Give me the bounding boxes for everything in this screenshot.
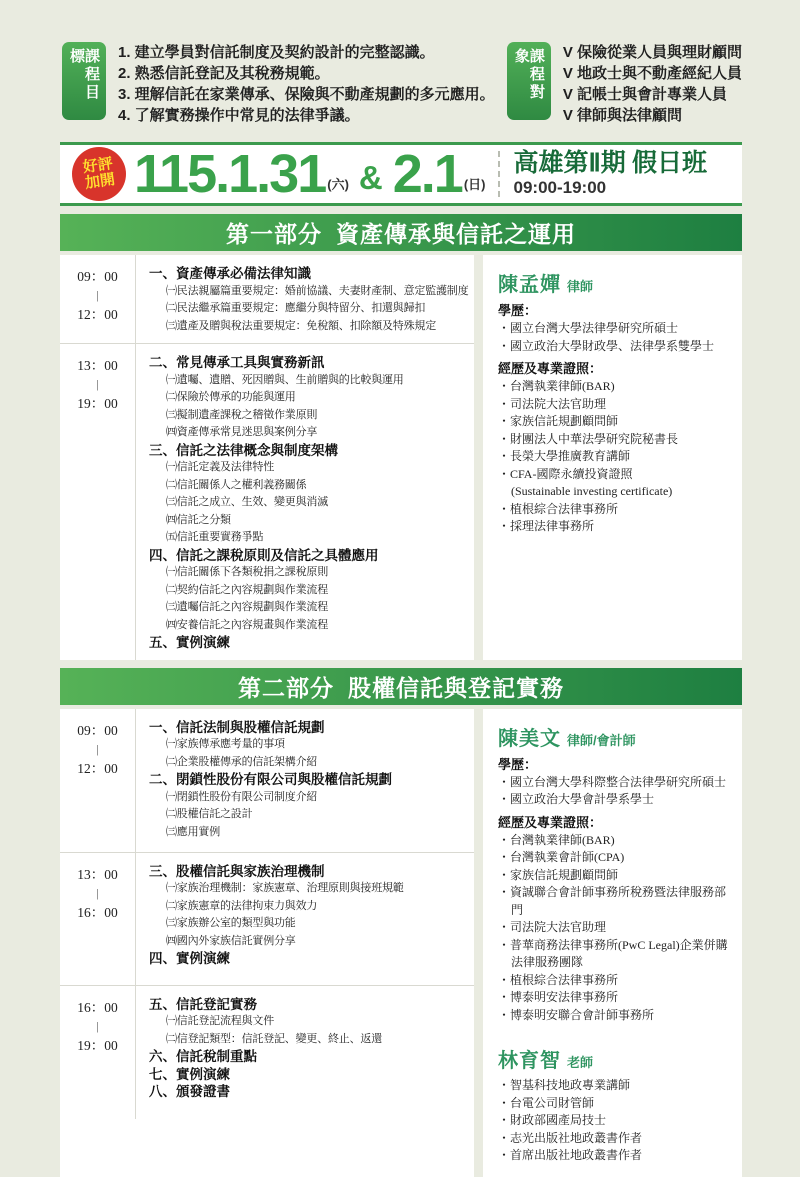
- agenda-subitem: ㈡家族憲章的法律拘束力與效力: [166, 899, 318, 912]
- agenda-heading: 一、信託法制與股權信託規劃: [149, 719, 325, 735]
- credential-section-label: 學歷：: [498, 303, 538, 318]
- time-text: 19：00: [77, 396, 118, 411]
- credential-item: ・財政部國產局技士: [498, 1113, 607, 1127]
- course-audience-label: 課程對象: [507, 42, 551, 120]
- time-text: |: [96, 741, 99, 756]
- course-goal-item: 3. 理解信託在家業傳承、保險與不動產規劃的多元應用。: [118, 86, 495, 103]
- course-goal-item: 1. 建立學員對信託制度及契約設計的完整認識。: [118, 44, 435, 61]
- credential-item: ・CFA-國際永續投資證照: [498, 466, 633, 481]
- badge-line-1: 好評: [81, 155, 114, 177]
- course-date-primary-weekday: (六): [327, 177, 349, 192]
- course-date-secondary: 2.1: [392, 144, 462, 204]
- agenda-subitem: ㈠信託關係下各類稅捐之課稅原則: [166, 566, 328, 578]
- credential-item: ・長榮大學推廣教育講師: [498, 449, 631, 463]
- schedule-row: [60, 709, 474, 853]
- credential-item: ・台灣執業律師(BAR): [498, 832, 615, 847]
- credential-item: ・植根綜合法律事務所: [498, 972, 619, 987]
- course-info-header: [0, 0, 800, 126]
- agenda-subitem: ㈠民法親屬篇重要規定：婚前協議、夫妻財產制、意定監護制度: [166, 284, 469, 297]
- lecturer-name-row: [498, 268, 730, 297]
- credential-item: ・智基科技地政專業講師: [498, 1078, 631, 1092]
- section-1-schedule-card: [60, 255, 474, 660]
- time-text: 12：00: [77, 307, 118, 322]
- agenda-subitem: ㈠閉鎖性股份有限公司制度介紹: [166, 790, 318, 803]
- time-text: 13：00: [77, 358, 118, 373]
- lecturer-profile: [498, 1044, 730, 1165]
- credential-item: ・國立政治大學財政學、法律學系雙學士: [498, 338, 715, 353]
- section-1-lecturer-card: [483, 255, 742, 660]
- credential-section-label: 經歷及專業證照：: [498, 361, 603, 376]
- time-text: 16：00: [77, 999, 118, 1015]
- time-range: [60, 853, 136, 985]
- time-range: [60, 709, 136, 852]
- agenda-subitem: ㈣信託之分類: [166, 513, 231, 526]
- credential-item: ・採理法律事務所: [498, 519, 595, 533]
- agenda-subitem: ㈠信託定義及法律特性: [166, 461, 274, 473]
- credential-section-label: 經歷及專業證照：: [498, 814, 603, 830]
- credential-item: ・志光出版社地政叢書作者: [498, 1130, 643, 1145]
- section-2-header: [60, 668, 742, 705]
- credential-item: ・司法院大法官助理: [498, 920, 607, 934]
- agenda-subitem: ㈠信託登記流程與文件: [166, 1015, 274, 1027]
- section-2-lecturer-card: [483, 709, 742, 1177]
- time-range: [60, 344, 136, 660]
- popular-badge-text: [82, 156, 116, 192]
- agenda-subitem: ㈡民法繼承篇重要規定：應繼分與特留分、扣還與歸扣: [166, 302, 426, 314]
- agenda-heading: 一、資產傳承必備法律知識: [149, 266, 311, 281]
- credential-item: ・家族信託規劃顧問師: [498, 867, 619, 882]
- time-text: |: [96, 1018, 99, 1033]
- course-audience-item: V 律師與法律顧問: [562, 107, 682, 124]
- course-date-secondary-weekday: (日): [463, 177, 486, 192]
- agenda-subitem: ㈢遺囑信託之內容規劃與作業流程: [166, 601, 328, 613]
- agenda-subitem: ㈣資產傳承常見迷思與案例分享: [166, 426, 318, 438]
- ampersand: &: [358, 159, 383, 196]
- banner-divider: [498, 151, 500, 197]
- credential-item: ・資誠聯合會計師事務所稅務暨法律服務部門: [498, 885, 727, 917]
- agenda-subitem: ㈠家族治理機制：家族憲章、治理原則與接班規範: [166, 882, 404, 894]
- lecturer-name-row: [498, 722, 730, 751]
- course-goal-item: 2. 熟悉信託登記及其稅務規範。: [118, 65, 330, 82]
- credential-item: ・植根綜合法律事務所: [498, 501, 619, 516]
- agenda-subitem: ㈡保險於傳承的功能與運用: [166, 391, 296, 403]
- agenda-subitem: ㈢應用實例: [166, 825, 220, 838]
- schedule-items: [136, 255, 474, 343]
- agenda-heading: 四、實例演練: [149, 951, 230, 966]
- agenda-subitem: ㈠遺囑、遺贈、死因贈與、生前贈與的比較與運用: [166, 373, 404, 386]
- badge-line-2: 加開: [83, 170, 117, 192]
- agenda-heading: 五、實例演練: [149, 635, 230, 650]
- agenda-heading: 二、閉鎖性股份有限公司與股權信託規劃: [149, 772, 392, 787]
- time-range: [60, 255, 136, 343]
- credential-item: ・台電公司財管師: [498, 1095, 595, 1110]
- lecturer-title: 老師: [567, 1055, 594, 1070]
- agenda-subitem: ㈤信託重要實務爭點: [166, 531, 264, 543]
- popular-badge: [72, 147, 126, 201]
- time-range: [60, 986, 136, 1119]
- agenda-subitem: ㈡信託關係人之權利義務關係: [166, 478, 307, 491]
- course-audience-list: [563, 42, 742, 126]
- agenda-heading: 八、頒發證書: [149, 1084, 230, 1099]
- schedule-row: [60, 344, 474, 660]
- schedule-items: [136, 986, 474, 1119]
- time-text: 13：00: [77, 866, 118, 882]
- credential-item: ・博泰明安聯合會計師事務所: [498, 1007, 655, 1022]
- time-text: |: [96, 288, 99, 302]
- lecturer-name-row: [498, 1044, 730, 1073]
- schedule-items: [136, 853, 474, 985]
- lecturer-title: 律師/會計師: [567, 732, 636, 748]
- agenda-subitem: ㈡股權信託之設計: [166, 808, 253, 820]
- section-2-label: 第二部分: [238, 674, 334, 701]
- agenda-heading: 七、實例演練: [149, 1066, 230, 1082]
- lecturer-profile: [498, 268, 730, 536]
- agenda-subitem: ㈣安養信託之內容規畫與作業流程: [166, 618, 328, 631]
- course-goals-list: [118, 42, 495, 126]
- section-1-title: 資產傳承與信託之運用: [336, 221, 576, 247]
- session-info: [514, 150, 708, 198]
- agenda-subitem: ㈣國內外家族信託實例分享: [166, 934, 296, 947]
- credential-section-label: 學歷：: [498, 756, 538, 772]
- lecturer-name: 林育智: [498, 1050, 561, 1072]
- schedule-items: [136, 344, 474, 660]
- agenda-subitem: ㈡企業股權傳承的信託架構介紹: [166, 755, 318, 768]
- agenda-subitem: ㈢家族辦公室的類型與功能: [166, 917, 296, 929]
- time-text: 09：00: [77, 269, 118, 284]
- section-2-title: 股權信託與登記實務: [348, 674, 564, 701]
- date-banner: [60, 142, 742, 206]
- credential-item: ・台灣執業會計師(CPA): [498, 850, 625, 864]
- credential-item: ・國立台灣大學法律學研究所碩士: [498, 321, 679, 335]
- course-audience-group: [507, 42, 742, 126]
- agenda-heading: 三、信託之法律概念與制度架構: [149, 442, 338, 458]
- course-audience-item: V 地政士與不動產經紀人員: [562, 65, 742, 82]
- agenda-heading: 五、信託登記實務: [149, 996, 257, 1012]
- course-audience-item: V 記帳士與會計專業人員: [562, 86, 727, 103]
- section-1-label: 第一部分: [226, 221, 322, 247]
- section-2-body: [60, 709, 742, 1177]
- lecturer-profile: [498, 722, 730, 1025]
- course-goals-label: 課程目標: [62, 42, 106, 120]
- time-text: |: [96, 885, 99, 900]
- credential-item: ・國立政治大學會計學系學士: [498, 792, 655, 806]
- agenda-subitem: ㈢信託之成立、生效、變更與消滅: [166, 496, 328, 508]
- course-audience-item: V 保險從業人員與理財顧問: [562, 44, 742, 61]
- agenda-heading: 四、信託之課稅原則及信託之具體應用: [149, 547, 379, 563]
- course-goal-item: 4. 了解實務操作中常見的法律爭議。: [118, 107, 360, 124]
- time-text: 09：00: [77, 722, 118, 738]
- credential-item: ・普華商務法律事務所(PwC Legal)企業併購法律服務團隊: [498, 937, 728, 969]
- agenda-subitem: ㈠家族傳承應考量的事項: [166, 738, 285, 750]
- agenda-heading: 二、常見傳承工具與實務新訊: [149, 355, 325, 370]
- lecturer-name: 陳孟嬋: [498, 274, 561, 296]
- agenda-subitem: ㈢擬制遺產課稅之稽徵作業原則: [166, 408, 318, 421]
- schedule-row: [60, 255, 474, 344]
- session-time: 09:00-19:00: [513, 178, 607, 197]
- agenda-subitem: ㈡契約信託之內容規劃與作業流程: [166, 583, 328, 596]
- credential-item: ・首席出版社地政叢書作者: [498, 1148, 643, 1162]
- credential-item: ・台灣執業律師(BAR): [498, 379, 615, 393]
- session-title: 高雄第Ⅱ期 假日班: [513, 150, 708, 177]
- time-text: |: [96, 377, 99, 391]
- lecturer-title: 律師: [567, 279, 594, 294]
- lecturer-name: 陳美文: [498, 727, 561, 750]
- credential-item: ・財團法人中華法學研究院秘書長: [498, 431, 679, 446]
- agenda-subitem: ㈡信登記類型：信託登記、變更、終止、返還: [166, 1032, 382, 1045]
- section-1-header: [60, 214, 742, 251]
- schedule-row: [60, 853, 474, 986]
- credential-item: ・國立台灣大學科際整合法律學研究所碩士: [498, 774, 727, 789]
- time-text: 19：00: [77, 1037, 118, 1053]
- course-goals-group: [62, 42, 495, 126]
- course-date-primary: 115.1.31: [134, 144, 326, 204]
- schedule-items: [136, 709, 474, 852]
- credential-item: ・家族信託規劃顧問師: [498, 414, 619, 428]
- section-1-body: [60, 255, 742, 660]
- credential-item: ・博泰明安法律事務所: [498, 990, 619, 1004]
- agenda-heading: 六、信託稅制重點: [149, 1049, 257, 1064]
- agenda-subitem: ㈢遺產及贈與稅法重要規定：免稅額、扣除額及特殊規定: [166, 319, 436, 332]
- time-text: 16：00: [77, 904, 118, 920]
- credential-item: ・司法院大法官助理: [498, 396, 607, 411]
- schedule-row: [60, 986, 474, 1119]
- agenda-heading: 三、股權信託與家族治理機制: [149, 863, 325, 879]
- section-2-schedule-card: [60, 709, 474, 1177]
- time-text: 12：00: [77, 760, 118, 776]
- credential-item: (Sustainable investing certificate): [511, 484, 673, 498]
